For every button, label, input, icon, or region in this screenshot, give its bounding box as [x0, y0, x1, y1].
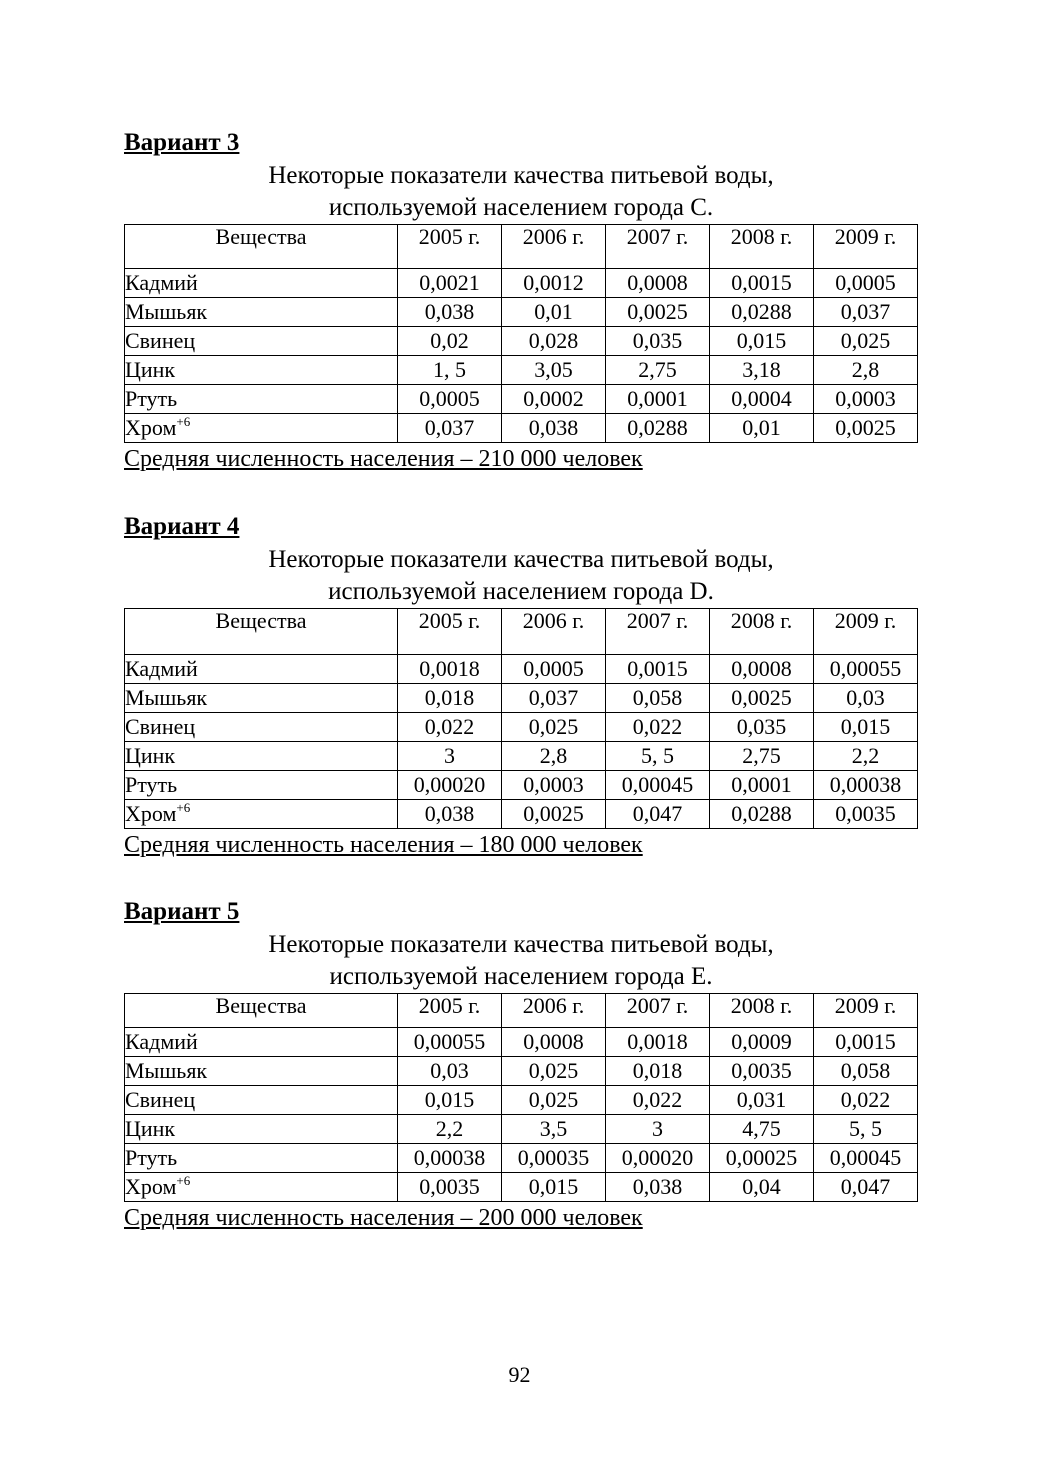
substance-name: Кадмий — [125, 269, 398, 298]
table-row — [125, 1086, 918, 1115]
table-cell: 0,018 — [398, 684, 502, 713]
table-cell: 0,0009 — [710, 1028, 814, 1057]
header-year: 2008 г. — [710, 994, 814, 1028]
table-row — [125, 327, 918, 356]
variant-heading: Вариант 3 — [124, 129, 240, 156]
table-cell: 0,058 — [606, 684, 710, 713]
table-cell: 2,8 — [502, 742, 606, 771]
table-cell: 0,02 — [398, 327, 502, 356]
header-year: 2006 г. — [502, 225, 606, 269]
table-row — [125, 1144, 918, 1173]
header-year: 2009 г. — [814, 609, 918, 655]
table-cell: 0,025 — [502, 1086, 606, 1115]
table-cell: 3 — [606, 1115, 710, 1144]
table-cell: 0,01 — [710, 414, 814, 443]
table-cell: 0,028 — [502, 327, 606, 356]
table-cell: 0,015 — [398, 1086, 502, 1115]
header-year: 2007 г. — [606, 994, 710, 1028]
table-cell: 0,00055 — [814, 655, 918, 684]
water-quality-table — [124, 608, 918, 829]
table-cell: 0,047 — [606, 800, 710, 829]
table-cell: 0,0008 — [606, 269, 710, 298]
table-row — [125, 684, 918, 713]
table-cell: 0,0015 — [606, 655, 710, 684]
table-row — [125, 800, 918, 829]
table-row — [125, 298, 918, 327]
table-cell: 0,00045 — [814, 1144, 918, 1173]
header-year: 2006 г. — [502, 994, 606, 1028]
table-row — [125, 414, 918, 443]
table-cell: 5, 5 — [814, 1115, 918, 1144]
header-year: 2007 г. — [606, 225, 710, 269]
table-cell: 0,0002 — [502, 385, 606, 414]
table-cell: 0,0012 — [502, 269, 606, 298]
table-cell: 0,015 — [814, 713, 918, 742]
table-header-row — [125, 609, 918, 655]
table-cell: 1, 5 — [398, 356, 502, 385]
table-cell: 0,047 — [814, 1173, 918, 1202]
caption-line-2: используемой населением города D. — [328, 578, 714, 605]
header-year: 2008 г. — [710, 225, 814, 269]
variant-4-section — [124, 512, 918, 861]
table-cell: 0,00020 — [606, 1144, 710, 1173]
substance-name: Мышьяк — [125, 1057, 398, 1086]
table-cell: 0,01 — [502, 298, 606, 327]
table-cell: 0,038 — [398, 800, 502, 829]
table-cell: 0,00025 — [710, 1144, 814, 1173]
table-cell: 0,058 — [814, 1057, 918, 1086]
substance-name: Кадмий — [125, 1028, 398, 1057]
table-row — [125, 742, 918, 771]
table-cell: 0,0018 — [398, 655, 502, 684]
table-cell: 0,031 — [710, 1086, 814, 1115]
table-cell: 0,00038 — [398, 1144, 502, 1173]
table-cell: 0,0025 — [814, 414, 918, 443]
table-cell: 0,022 — [606, 1086, 710, 1115]
substance-name: Хром$^{+6}$ — [125, 1173, 398, 1202]
header-year: 2008 г. — [710, 609, 814, 655]
population-note: Средняя численность населения – 200 000 человек — [124, 1205, 643, 1231]
header-substances: Вещества — [125, 609, 398, 655]
header-year: 2009 г. — [814, 994, 918, 1028]
table-cell: 0,037 — [398, 414, 502, 443]
table-row — [125, 713, 918, 742]
substance-name: Свинец — [125, 327, 398, 356]
caption-line-2: используемой населением города Е. — [329, 963, 713, 990]
table-cell: 0,0003 — [814, 385, 918, 414]
table-cell: 0,0001 — [606, 385, 710, 414]
table-row — [125, 771, 918, 800]
table-cell: 3,05 — [502, 356, 606, 385]
table-row — [125, 385, 918, 414]
substance-name: Цинк — [125, 356, 398, 385]
table-cell: 0,038 — [606, 1173, 710, 1202]
table-cell: 3,18 — [710, 356, 814, 385]
substance-name: Цинк — [125, 1115, 398, 1144]
table-row — [125, 1028, 918, 1057]
water-quality-table — [124, 993, 918, 1202]
header-year: 2007 г. — [606, 609, 710, 655]
population-note: Средняя численность населения – 180 000 человек — [124, 832, 643, 858]
header-year: 2005 г. — [398, 994, 502, 1028]
substance-name: Ртуть — [125, 385, 398, 414]
table-cell: 0,0015 — [710, 269, 814, 298]
table-cell: 0,018 — [606, 1057, 710, 1086]
table-row — [125, 1115, 918, 1144]
substance-name: Кадмий — [125, 655, 398, 684]
variant-5-section — [124, 897, 918, 1234]
table-header-row — [125, 225, 918, 269]
table-cell: 3,5 — [502, 1115, 606, 1144]
header-year: 2009 г. — [814, 225, 918, 269]
table-row — [125, 356, 918, 385]
table-cell: 0,037 — [502, 684, 606, 713]
table-caption — [124, 160, 918, 224]
table-cell: 2,2 — [398, 1115, 502, 1144]
header-substances: Вещества — [125, 994, 398, 1028]
table-cell: 0,0005 — [502, 655, 606, 684]
substance-name: Хром$^{+6}$ — [125, 800, 398, 829]
table-row — [125, 1173, 918, 1202]
table-header-row — [125, 994, 918, 1028]
table-cell: 0,0025 — [710, 684, 814, 713]
table-cell: 0,0015 — [814, 1028, 918, 1057]
substance-name: Хром$^{+6}$ — [125, 414, 398, 443]
table-cell: 0,0025 — [606, 298, 710, 327]
caption-line-1: Некоторые показатели качества питьевой воды, — [268, 162, 774, 189]
table-cell: 0,00055 — [398, 1028, 502, 1057]
population-note: Средняя численность населения – 210 000 человек — [124, 446, 643, 472]
table-cell: 0,038 — [398, 298, 502, 327]
table-cell: 0,0001 — [710, 771, 814, 800]
header-substances: Вещества — [125, 225, 398, 269]
substance-name: Цинк — [125, 742, 398, 771]
table-cell: 0,00020 — [398, 771, 502, 800]
table-cell: 0,0005 — [398, 385, 502, 414]
table-cell: 0,022 — [814, 1086, 918, 1115]
header-year: 2005 г. — [398, 609, 502, 655]
variant-heading: Вариант 4 — [124, 513, 240, 540]
table-cell: 0,03 — [814, 684, 918, 713]
table-cell: 0,0018 — [606, 1028, 710, 1057]
table-cell: 0,00045 — [606, 771, 710, 800]
table-cell: 0,04 — [710, 1173, 814, 1202]
table-cell: 0,0003 — [502, 771, 606, 800]
table-row — [125, 655, 918, 684]
table-cell: 2,8 — [814, 356, 918, 385]
substance-name: Мышьяк — [125, 298, 398, 327]
variant-heading: Вариант 5 — [124, 898, 240, 925]
table-cell: 0,037 — [814, 298, 918, 327]
table-cell: 4,75 — [710, 1115, 814, 1144]
table-caption — [124, 544, 918, 608]
table-cell: 0,00038 — [814, 771, 918, 800]
table-cell: 0,0035 — [398, 1173, 502, 1202]
table-cell: 0,025 — [502, 713, 606, 742]
caption-line-1: Некоторые показатели качества питьевой воды, — [268, 546, 774, 573]
table-cell: 0,035 — [606, 327, 710, 356]
table-cell: 2,2 — [814, 742, 918, 771]
table-cell: 0,015 — [502, 1173, 606, 1202]
substance-name: Мышьяк — [125, 684, 398, 713]
page-number: 92 — [508, 1362, 531, 1387]
table-cell: 0,00035 — [502, 1144, 606, 1173]
table-cell: 2,75 — [710, 742, 814, 771]
caption-line-1: Некоторые показатели качества питьевой воды, — [268, 931, 774, 958]
table-cell: 5, 5 — [606, 742, 710, 771]
table-cell: 0,0008 — [502, 1028, 606, 1057]
table-cell: 0,038 — [502, 414, 606, 443]
table-cell: 0,0025 — [502, 800, 606, 829]
header-year: 2005 г. — [398, 225, 502, 269]
table-cell: 0,022 — [606, 713, 710, 742]
variant-3-section — [124, 128, 918, 475]
substance-name: Ртуть — [125, 1144, 398, 1173]
table-cell: 0,022 — [398, 713, 502, 742]
table-cell: 0,0288 — [710, 298, 814, 327]
table-cell: 2,75 — [606, 356, 710, 385]
table-cell: 0,0008 — [710, 655, 814, 684]
substance-name: Свинец — [125, 1086, 398, 1115]
header-year: 2006 г. — [502, 609, 606, 655]
table-cell: 0,0021 — [398, 269, 502, 298]
table-cell: 0,025 — [814, 327, 918, 356]
table-cell: 3 — [398, 742, 502, 771]
table-cell: 0,0035 — [710, 1057, 814, 1086]
table-cell: 0,0035 — [814, 800, 918, 829]
table-cell: 0,0288 — [606, 414, 710, 443]
table-caption — [124, 929, 918, 993]
table-cell: 0,0005 — [814, 269, 918, 298]
table-cell: 0,015 — [710, 327, 814, 356]
table-row — [125, 269, 918, 298]
substance-name: Свинец — [125, 713, 398, 742]
table-cell: 0,03 — [398, 1057, 502, 1086]
table-row — [125, 1057, 918, 1086]
table-cell: 0,0288 — [710, 800, 814, 829]
table-cell: 0,035 — [710, 713, 814, 742]
table-cell: 0,025 — [502, 1057, 606, 1086]
table-cell: 0,0004 — [710, 385, 814, 414]
water-quality-table — [124, 224, 918, 443]
caption-line-2: используемой населением города С. — [328, 194, 714, 221]
substance-name: Ртуть — [125, 771, 398, 800]
